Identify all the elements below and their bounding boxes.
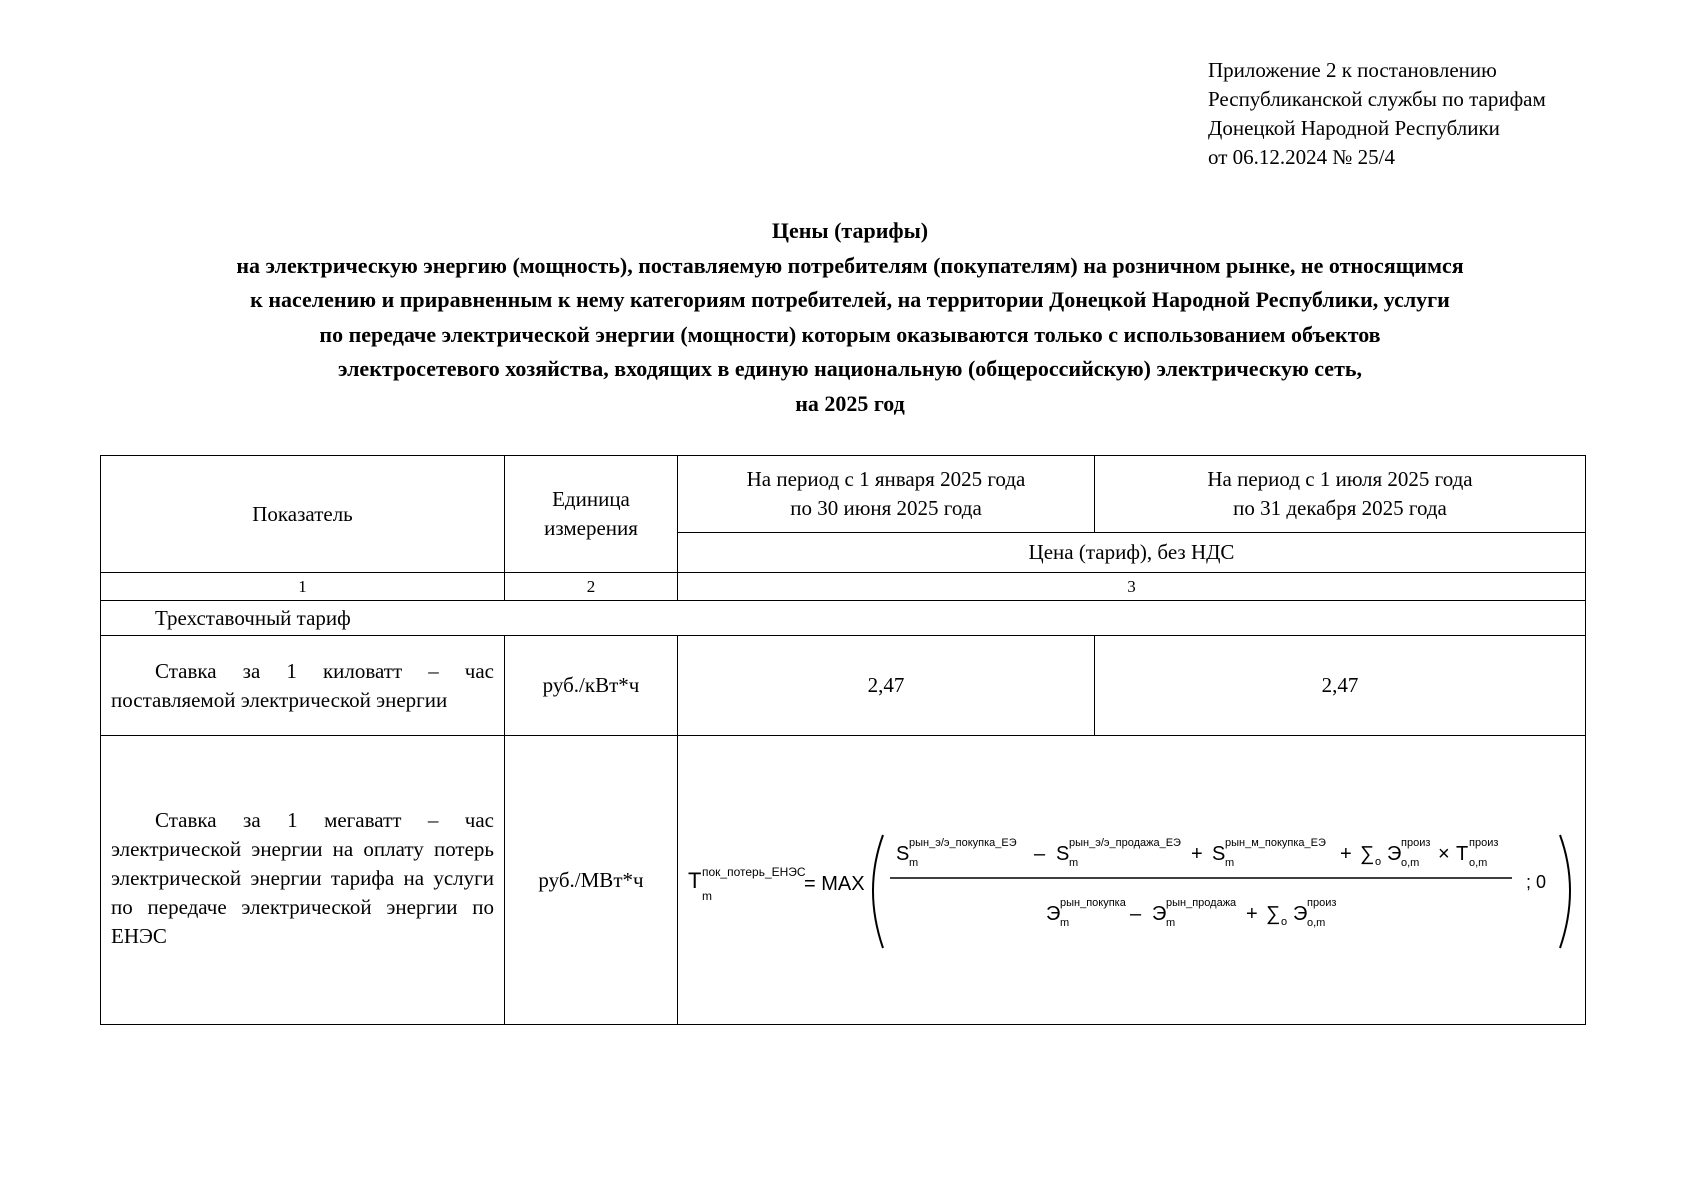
tariff-table [100, 455, 1586, 1025]
num-term: T [1456, 843, 1469, 865]
den-term-sup: произ [1307, 897, 1337, 909]
num-term-sub: o,m [1469, 857, 1488, 869]
num-term-sup: рын_м_покупка_ЕЭ [1225, 837, 1326, 849]
num-term-sup: рын_э/э_продажа_ЕЭ [1069, 837, 1181, 849]
num-term: S [1212, 843, 1226, 865]
header-unit [505, 456, 678, 573]
row-unit: руб./МВт*ч [505, 736, 678, 1025]
column-number: 3 [678, 573, 1586, 601]
appendix-line: Республиканской службы по тарифам [1208, 87, 1546, 111]
den-term-sub: o,m [1307, 917, 1326, 929]
loss-tariff-formula [678, 736, 1586, 1025]
num-term-sup: произ [1469, 837, 1499, 849]
title-line: на 2025 год [795, 390, 905, 416]
left-paren [873, 835, 883, 948]
den-term-sup: рын_продажа [1166, 897, 1237, 909]
op-plus: + [1246, 903, 1258, 925]
num-term-sub: m [1069, 857, 1079, 869]
appendix-block [1208, 56, 1546, 172]
appendix-line: Донецкой Народной Республики [1208, 116, 1500, 140]
formula-lhs-sup: пок_потерь_ЕНЭС [702, 865, 806, 879]
num-term: S [896, 843, 910, 865]
den-term: Э [1293, 903, 1308, 925]
column-number: 2 [505, 573, 678, 601]
header-unit-line: Единица [552, 487, 630, 511]
sum-sign: ∑ [1266, 903, 1281, 925]
num-term: Э [1387, 843, 1402, 865]
appendix-line: от 06.12.2024 № 25/4 [1208, 145, 1396, 169]
header-period-line: по 31 декабря 2025 года [1233, 496, 1447, 520]
op-minus: – [1034, 843, 1046, 865]
num-term-sub: o,m [1401, 857, 1420, 869]
header-period-1 [678, 456, 1095, 533]
op-times: × [1438, 843, 1450, 865]
header-unit-line: измерения [544, 516, 638, 540]
row-value-period-2: 2,47 [1095, 636, 1586, 736]
formula-eq-max: = MAX [804, 873, 865, 895]
title-heading: Цены (тарифы) [771, 218, 929, 243]
header-price: Цена (тариф), без НДС [678, 533, 1586, 573]
formula-tail: ; 0 [1526, 872, 1547, 892]
title-line: по передаче электрической энергии (мощности) которым оказываются только с использованием объектов [319, 321, 1381, 347]
op-minus: – [1130, 903, 1142, 925]
row-indicator: Ставка за 1 мегаватт – час электрической энергии на оплату потерь электрической энергии тарифа на услуги по передаче электрической энергии по ЕНЭС [101, 736, 505, 1025]
row-indicator: Ставка за 1 киловатт – час поставляемой электрической энергии [101, 636, 505, 736]
header-period-line: На период с 1 июля 2025 года [1207, 467, 1473, 491]
title-line: к населению и приравненным к нему категориям потребителей, на территории Донецкой Народной Республики, услуги [250, 287, 1450, 312]
num-term: S [1056, 843, 1070, 865]
formula-lhs: T [688, 868, 702, 893]
appendix-line: Приложение 2 к постановлению [1208, 58, 1497, 82]
den-term-sub: m [1060, 917, 1070, 929]
right-paren [1560, 835, 1570, 948]
title-line: на электрическую энергию (мощность), поставляемую потребителям (покупателям) на розничном рынке, не относящимся [236, 252, 1464, 278]
num-term-sup: рын_э/э_покупка_ЕЭ [909, 837, 1017, 849]
header-indicator: Показатель [101, 456, 505, 573]
den-term-sub: m [1166, 917, 1176, 929]
row-unit: руб./кВт*ч [505, 636, 678, 736]
den-term: Э [1046, 903, 1061, 925]
header-period-2 [1095, 456, 1586, 533]
op-plus: + [1340, 843, 1352, 865]
document-title [100, 214, 1600, 421]
formula-lhs-sub: m [702, 889, 712, 903]
header-period-line: по 30 июня 2025 года [790, 496, 982, 520]
den-term-sup: рын_покупка [1060, 897, 1126, 909]
header-period-line: На период с 1 января 2025 года [746, 467, 1026, 491]
sum-sub: o [1281, 916, 1288, 928]
num-term-sub: m [909, 857, 919, 869]
formula-svg [678, 780, 1586, 980]
sum-sign: ∑ [1360, 843, 1375, 865]
row-value-period-1: 2,47 [678, 636, 1095, 736]
section-title: Трехставочный тариф [101, 601, 1586, 636]
title-line: электросетевого хозяйства, входящих в единую национальную (общероссийскую) электрическую сеть, [337, 356, 1363, 381]
den-term: Э [1152, 903, 1167, 925]
num-term-sub: m [1225, 857, 1235, 869]
num-term-sup: произ [1401, 837, 1431, 849]
sum-sub: o [1375, 856, 1382, 868]
op-plus: + [1191, 843, 1203, 865]
column-number: 1 [101, 573, 505, 601]
